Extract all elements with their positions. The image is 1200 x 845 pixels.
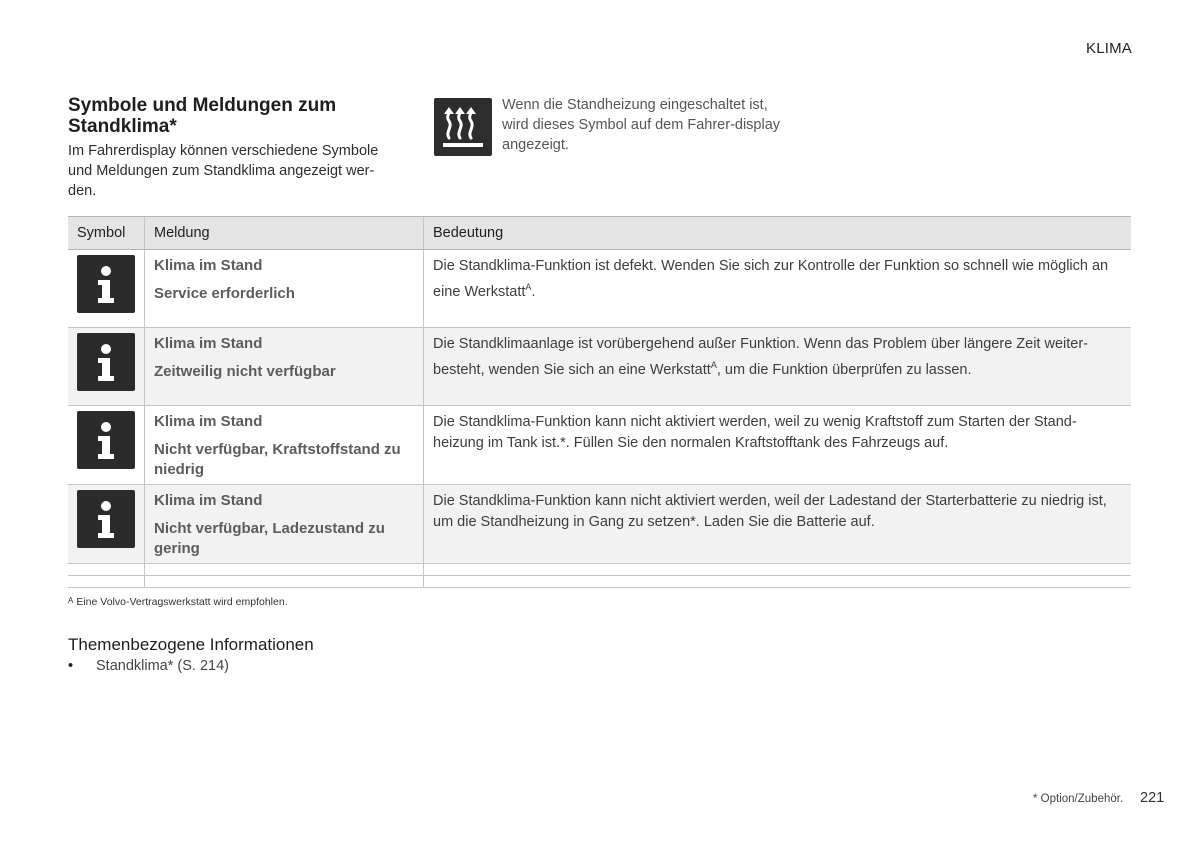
related-info-item (68, 658, 229, 674)
page-number: 221 (1140, 790, 1165, 806)
meaning-text: Die Standklima-Funktion ist defekt. Wenden Sie sich zur Kontrolle der Funktion so schnell wie möglich an eine Werkstatt (433, 258, 1109, 300)
column-header-message: Meldung (145, 217, 424, 250)
message-title: Klima im Stand (154, 335, 263, 352)
footnote-ref: A (525, 282, 532, 292)
table-header-row (68, 217, 1131, 250)
option-note: * Option/Zubehör. (1033, 793, 1124, 805)
column-header-meaning: Bedeutung (424, 217, 1132, 250)
info-icon (77, 490, 135, 548)
meaning-cell (424, 406, 1132, 485)
info-icon (77, 411, 135, 469)
footnote-marker: A (68, 596, 74, 605)
message-cell (145, 328, 424, 406)
intro-text: Im Fahrerdisplay können verschiedene Symbole und Meldungen zum Standklima angezeigt wer-den. (68, 143, 379, 199)
seat-heat-waves-icon (434, 98, 492, 156)
info-icon (77, 333, 135, 391)
message-cell (145, 250, 424, 328)
meaning-text-end: , um die Funktion überprüfen zu lassen. (716, 361, 972, 378)
footnote-text: Eine Volvo-Vertragswerkstatt wird empfohlen. (76, 596, 288, 608)
footnote-ref: A (710, 360, 717, 370)
meaning-text: Die Standklima-Funktion kann nicht aktiviert werden, weil der Ladestand der Starterbatterie zu niedrig ist, um die Standheizung in Gang zu setzen*. Laden Sie die Batterie auf. (433, 493, 1107, 530)
message-text: Zeitweilig nicht verfügbar (154, 363, 336, 380)
message-cell (145, 485, 424, 564)
bullet: • (68, 658, 74, 674)
meaning-text: Die Standklima-Funktion kann nicht aktiviert werden, weil zu wenig Kraftstoff zum Starten der Stand-heizung im Tank ist.*. Füllen Sie den normalen Kraftstofftank des Fahrzeugs auf. (433, 414, 1077, 451)
meaning-cell (424, 250, 1132, 328)
symbol-cell (68, 485, 145, 564)
table-empty-row (68, 576, 1131, 588)
meaning-text: Die Standklimaanlage ist vorübergehend außer Funktion. Wenn das Problem über längere Zeit weiter-besteht, wenden Sie sich an eine Werkstatt (433, 336, 1088, 378)
meaning-cell (424, 328, 1132, 406)
messages-table (68, 216, 1131, 588)
message-cell (145, 406, 424, 485)
section-label: KLIMA (1085, 40, 1132, 57)
meaning-cell (424, 485, 1132, 564)
page-heading: Symbole und Meldungen zum Standklima* (68, 95, 337, 137)
message-text: Nicht verfügbar, Kraftstoffstand zu niedrig (154, 441, 401, 478)
symbol-cell (68, 406, 145, 485)
meaning-text-end: . (531, 283, 536, 300)
related-link[interactable]: Standklima* (S. 214) (96, 658, 229, 674)
message-text: Service erforderlich (154, 285, 295, 302)
message-title: Klima im Stand (154, 413, 263, 430)
message-text: Nicht verfügbar, Ladezustand zu gering (154, 520, 385, 557)
message-title: Klima im Stand (154, 492, 263, 509)
message-title: Klima im Stand (154, 257, 263, 274)
table-row (68, 406, 1131, 485)
table-row (68, 485, 1131, 564)
related-info-title: Themenbezogene Informationen (68, 635, 314, 654)
heater-note-text: Wenn die Standheizung eingeschaltet ist, wird dieses Symbol auf dem Fahrer-display angezeigt. (502, 97, 781, 153)
column-header-symbol: Symbol (68, 217, 145, 250)
info-icon (77, 255, 135, 313)
footnote (68, 596, 288, 608)
symbol-cell (68, 250, 145, 328)
table-row (68, 328, 1131, 406)
symbol-cell (68, 328, 145, 406)
table-empty-row (68, 564, 1131, 576)
table-row (68, 250, 1131, 328)
